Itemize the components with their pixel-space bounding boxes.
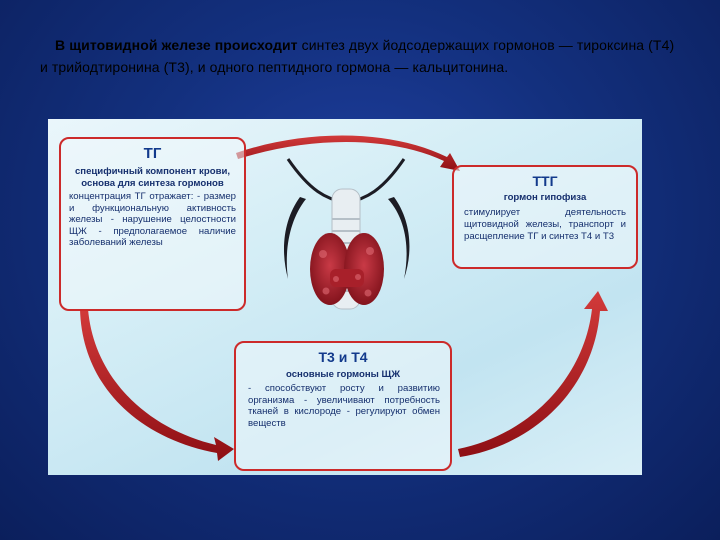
tg-subtitle: специфичный компонент крови, основа для синтеза гормонов — [74, 166, 231, 189]
t3t4-subtitle: основные гормоны ЩЖ — [285, 369, 400, 380]
neck-left-shadow — [284, 197, 306, 279]
t3t4-title: Т3 и Т4 — [318, 349, 368, 365]
arrow-top — [236, 135, 460, 171]
tg-title: ТГ — [143, 145, 162, 162]
t3t4-body: - способствуют росту и развитию организма - увеличивают потребность тканей в кислороде - регулируют обмен веществ — [248, 383, 440, 429]
ttg-body: стимулирует деятельность щитовидной железы, транспорт и расщепление ТГ и синтез Т4 и Т3 — [464, 207, 626, 242]
diagram-panel — [48, 119, 642, 475]
ttg-subtitle: гормон гипофиза — [503, 192, 587, 203]
neck-right-shadow — [388, 197, 409, 279]
arrow-right — [458, 291, 608, 457]
intro-text — [40, 34, 680, 78]
intro-bold: В щитовидной железе происходит — [55, 37, 298, 53]
t3t4-box — [234, 341, 452, 471]
ttg-title: ТТГ — [532, 173, 558, 189]
tg-body: концентрация ТГ отражает: - размер и функциональную активность железы - нарушение целостности ЩЖ - предполагаемое наличие заболеваний железы — [69, 191, 236, 249]
intro-rest: синтез двух йодсодержащих гормонов — тироксина (Т4) и трийодтиронина (Т3), и одного пептидного гормона — кальцитонина. — [40, 37, 675, 75]
ttg-box — [452, 165, 638, 269]
tg-box — [59, 137, 246, 311]
arrow-left — [80, 309, 234, 461]
